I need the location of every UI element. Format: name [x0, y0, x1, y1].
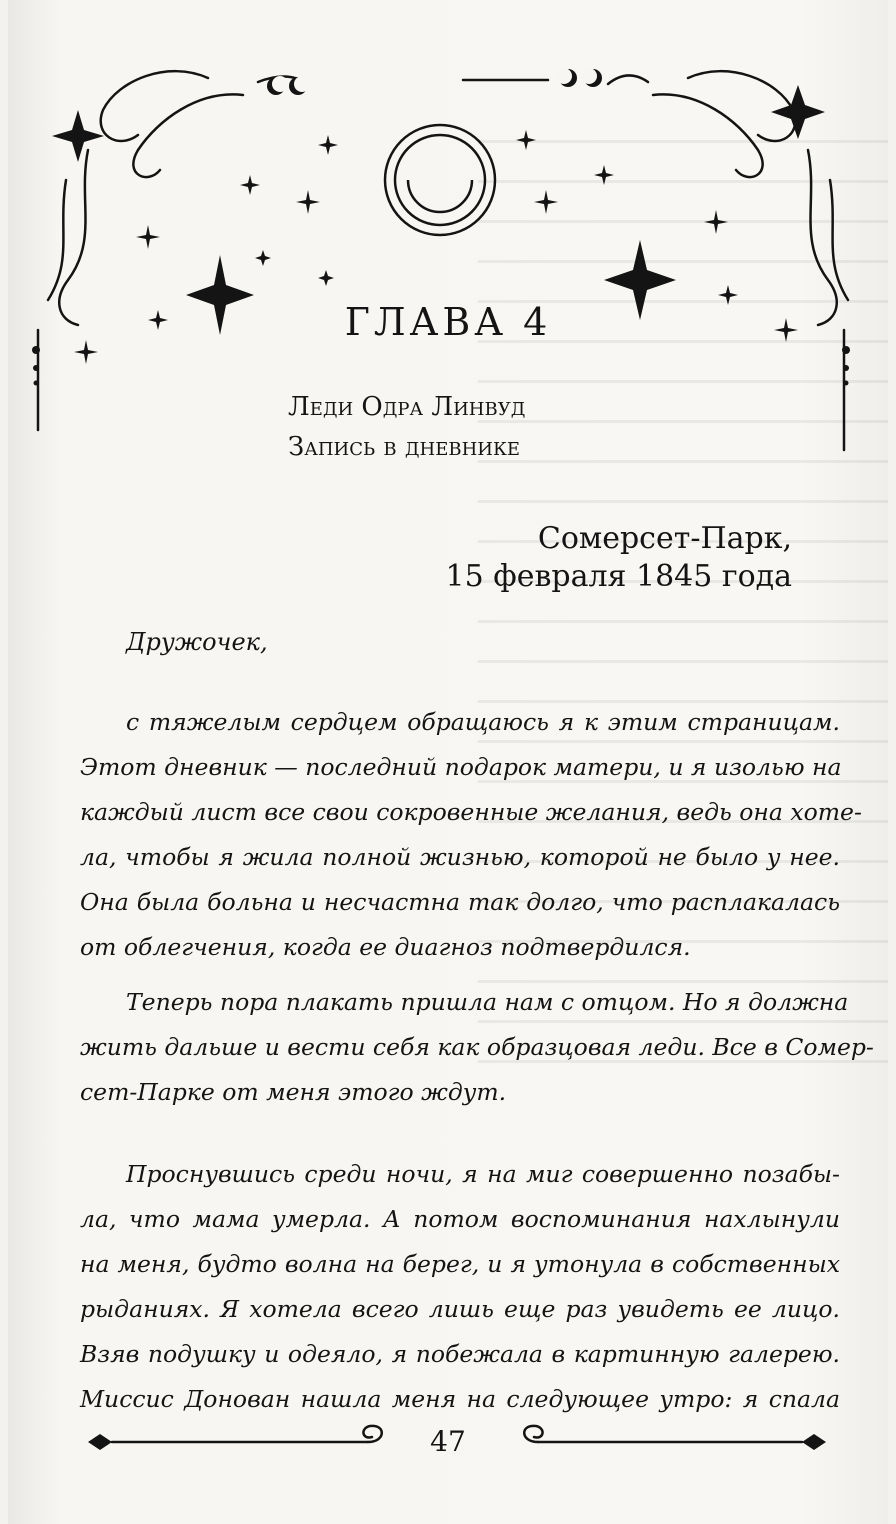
- text-line: каждый лист все свои сокровенные желания, ведь она хоте-: [80, 798, 862, 826]
- text-line: Взяв подушку и одеяло, я побежала в картинную галерею.: [80, 1340, 840, 1368]
- text-line: Этот дневник — последний подарок матери, и я изолью на: [80, 753, 842, 781]
- text-line: Миссис Донован нашла меня на следующее утро: я спала: [80, 1385, 840, 1413]
- entry-line: Запись в дневнике: [288, 432, 521, 462]
- place-date-heading: [446, 520, 792, 596]
- chapter-title: ГЛАВА 4: [344, 300, 552, 344]
- author-line: Леди Одра Линвуд: [288, 392, 526, 422]
- text-line: рыданиях. Я хотела всего лишь еще раз увидеть ее лицо.: [80, 1295, 840, 1323]
- text-line: ла, что мама умерла. А потом воспоминания нахлынули: [80, 1205, 840, 1233]
- text-line: Проснувшись среди ночи, я на миг совершенно позабы-: [126, 1160, 840, 1188]
- text-line: ла, чтобы я жила полной жизнью, которой не было у нее.: [80, 843, 840, 871]
- sparkle-star-icon: [52, 110, 104, 162]
- place-line: Сомерсет-Парк,: [537, 521, 792, 556]
- paragraph-1: [80, 700, 862, 970]
- paragraph-2: [80, 980, 874, 1115]
- crescent-moon-emblem-icon: [385, 125, 495, 235]
- paragraph-3: [80, 1152, 840, 1422]
- date-line: 15 февраля 1845 года: [445, 559, 792, 594]
- text-line: от облегчения, когда ее диагноз подтвердился.: [80, 933, 691, 961]
- text-line: с тяжелым сердцем обращаюсь я к этим страницам.: [126, 708, 840, 736]
- text-line: на меня, будто волна на берег, и я утонула в собственных: [80, 1250, 840, 1278]
- page-number: 47: [430, 1425, 466, 1458]
- book-page: [8, 0, 888, 1524]
- salutation: Дружочек,: [126, 628, 268, 656]
- text-line: Теперь пора плакать пришла нам с отцом. Но я должна: [126, 988, 849, 1016]
- text-line: сет-Парке от меня этого ждут.: [80, 1078, 507, 1106]
- text-line: жить дальше и вести себя как образцовая леди. Все в Сомер-: [80, 1033, 874, 1061]
- text-line: Она была больна и несчастна так долго, что расплакалась: [80, 888, 840, 916]
